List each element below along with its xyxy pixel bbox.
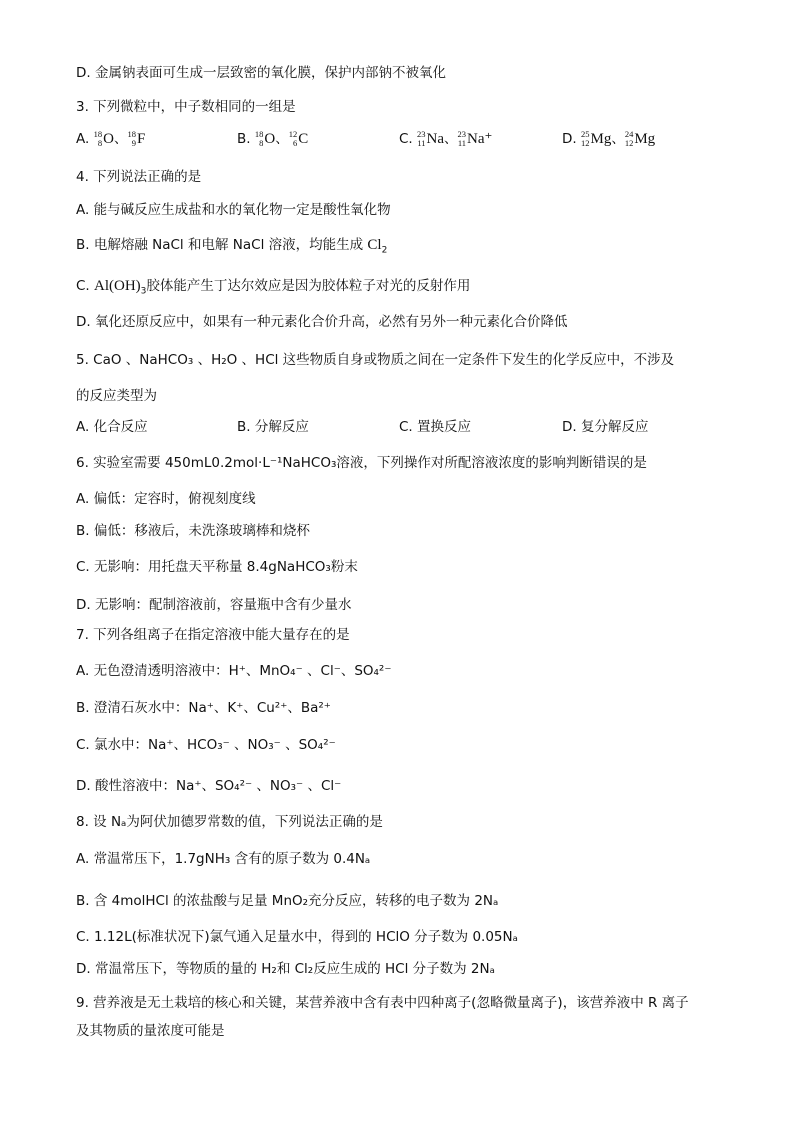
q8-option-c: C. 1.12L(标准状况下)氯气通入足量水中，得到的 HClO 分子数为 0.05Nₐ <box>76 929 518 945</box>
nuclide-c1: 23 11 Na <box>417 129 445 148</box>
q7-option-c: C. 氯水中：Na⁺、HCO₃⁻ 、NO₃⁻ 、SO₄²⁻ <box>76 737 336 753</box>
nuclide-a1: 18 8 O <box>93 129 114 148</box>
question-5-stem-line2: 的反应类型为 <box>76 388 157 404</box>
question-9-stem-line1: 9. 营养液是无土栽培的核心和关键，某营养液中含有表中四种离子(忽略微量离子)，该营养液中 R 离子 <box>76 995 689 1011</box>
nuclide-d1: 25 12 Mg <box>580 129 612 148</box>
question-9-stem-line2: 及其物质的量浓度可能是 <box>76 1023 225 1039</box>
q7-option-b: B. 澄清石灰水中：Na⁺、K⁺、Cu²⁺、Ba²⁺ <box>76 700 331 716</box>
q4-option-a: A. 能与碱反应生成盐和水的氧化物一定是酸性氧化物 <box>76 202 391 218</box>
option-label: A. <box>76 131 90 147</box>
q6-option-c: C. 无影响：用托盘天平称量 8.4gNaHCO₃粉末 <box>76 559 358 575</box>
q5-option-b: B. 分解反应 <box>237 419 309 435</box>
question-4-stem: 4. 下列说法正确的是 <box>76 169 202 185</box>
nuclide-a2: 18 9 F <box>127 129 146 148</box>
q7-option-d: D. 酸性溶液中：Na⁺、SO₄²⁻ 、NO₃⁻ 、Cl⁻ <box>76 778 342 794</box>
q8-option-d: D. 常温常压下，等物质的量的 H₂和 Cl₂反应生成的 HCl 分子数为 2Nₐ <box>76 961 495 977</box>
q5-option-a: A. 化合反应 <box>76 419 148 435</box>
q7-option-a: A. 无色澄清透明溶液中：H⁺、MnO₄⁻ 、Cl⁻、SO₄²⁻ <box>76 663 392 679</box>
q4-option-b: B. 电解熔融 NaCl 和电解 NaCl 溶液，均能生成 $Cl_2$ <box>76 237 388 256</box>
q3-option-c: C. 23 11 Na 、 23 11 Na⁺ <box>399 129 493 148</box>
question-8-stem: 8. 设 Nₐ为阿伏加德罗常数的值，下列说法正确的是 <box>76 814 383 830</box>
q3-option-a: A. 18 8 O 、 18 9 F <box>76 129 146 148</box>
nuclide-c2: 23 11 Na⁺ <box>457 129 493 148</box>
nuclide-b1: 18 8 O <box>254 129 276 148</box>
q6-option-b: B. 偏低：移液后，未洗涤玻璃棒和烧杯 <box>76 523 310 539</box>
q5-option-d: D. 复分解反应 <box>562 419 649 435</box>
q3-option-b: B. 18 8 O 、 12 6 C <box>237 129 309 148</box>
q4-option-d: D. 氧化还原反应中，如果有一种元素化合价升高，必然有另外一种元素化合价降低 <box>76 314 568 330</box>
q5-option-c: C. 置换反应 <box>399 419 472 435</box>
q3-option-d: D. 25 12 Mg 、 24 12 Mg <box>562 129 656 148</box>
nuclide-b2: 12 6 C <box>288 129 309 148</box>
q6-option-d: D. 无影响：配制溶液前，容量瓶中含有少量水 <box>76 597 352 613</box>
nuclide-d2: 24 12 Mg <box>624 129 656 148</box>
option-d-line: D. 金属钠表面可生成一层致密的氧化膜，保护内部钠不被氧化 <box>76 65 446 81</box>
question-5-stem-line1: 5. CaO 、NaHCO₃ 、H₂O 、HCl 这些物质自身或物质之间在一定条件下发生的化学反应中，不涉及 <box>76 352 675 368</box>
question-6-stem: 6. 实验室需要 450mL0.2mol·L⁻¹NaHCO₃溶液，下列操作对所配溶液浓度的影响判断错误的是 <box>76 455 647 471</box>
q6-option-a: A. 偏低：定容时，俯视刻度线 <box>76 491 256 507</box>
question-7-stem: 7. 下列各组离子在指定溶液中能大量存在的是 <box>76 627 350 643</box>
q8-option-a: A. 常温常压下，1.7gNH₃ 含有的原子数为 0.4Nₐ <box>76 851 371 867</box>
question-3-stem: 3. 下列微粒中，中子数相同的一组是 <box>76 99 296 115</box>
q8-option-b: B. 含 4molHCl 的浓盐酸与足量 MnO₂充分反应，转移的电子数为 2Nₐ <box>76 893 499 909</box>
q4-option-c: C. $Al(OH)_3$胶体能产生丁达尔效应是因为胶体粒子对光的反射作用 <box>76 278 471 297</box>
